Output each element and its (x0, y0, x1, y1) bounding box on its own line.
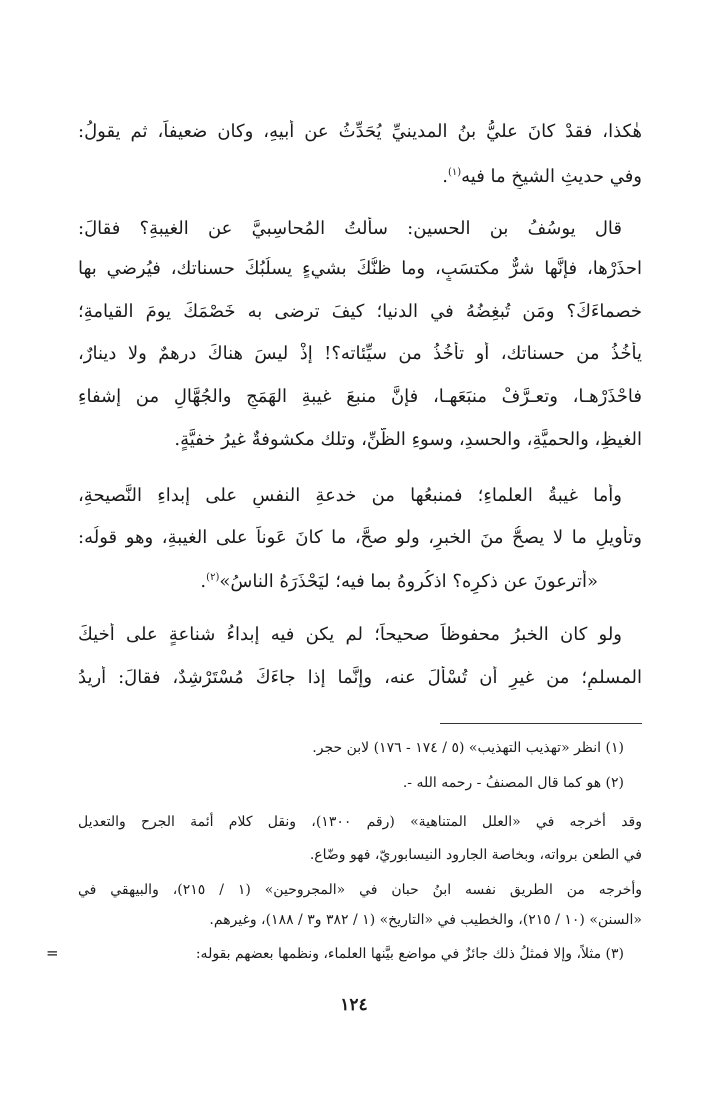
body-line-1: هٰكذا، فقدْ كانَ عليُّ بنُ المدينيِّ يُحَدِّثُ عن أبيهِ، وكان ضعيفاً، ثم يقولُ: (78, 121, 642, 142)
footnote-3: (٣) مثلاً، وإلا فمثلُ ذلك جائزٌ في مواضع بيَّنها العلماء، ونظمها بعضهم بقوله: (195, 946, 624, 962)
footnote-2-line-4: وأخرجه من الطريق نفسه ابنُ حبان في «المجروحين» (١ / ٢١٥)، والبيهقي في (78, 882, 642, 898)
footnote-2-line-5: «السنن» (١٠ / ٢١٥)، والخطيب في «التاريخ» (١ / ٣٨٢ و٣ / ١٨٨)، وغيرهم. (209, 912, 642, 928)
body-line-4: احذَرْها، فإنَّها شرٌّ مكتسَبٍ، وما ظنُّكَ بشيءٍ يسلُبُكَ حسناتك، فيُرضي بها (78, 258, 642, 279)
body-line-8: الغيظِ، والحميَّةِ، والحسدِ، وسوءِ الظَّنِّ، وتلك مكشوفةٌ غيرُ خفيَّةٍ. (174, 429, 642, 450)
footnote-ref-2: (٢) (206, 572, 220, 583)
footnote-ref-1: (١) (447, 167, 462, 178)
footnote-2-line-2: وقد أخرجه في «العلل المتناهية» (رقم ١٣٠٠)، ونقل كلام أئمة الجرح والتعديل (78, 814, 642, 830)
body-line-3: قال يوسُفُ بن الحسين: سألتُ المُحاسِبيَّ عن الغيبةِ؟ فقالَ: (78, 218, 622, 239)
footnote-2-line-3: في الطعن برواته، وبخاصة الجارود النيسابوريّ، فهو وضّاع. (309, 847, 642, 863)
body-line-11-quote: «أترعونَ عن ذكرِه؟ اذكُروهُ بما فيه؛ ليَحْذَرَهُ الناسُ»$^{(٢)}$. (200, 571, 598, 592)
body-line-7: فاحْذَرْهـا، وتعـرَّفْ منبَعَهـا، فإنَّ منبعَ غيبةِ الهَمَجِ والجُهَّالِ من إشفاءِ (78, 386, 642, 407)
body-line-5: خصماءَكَ؟ ومَن تُبغِضُهُ في الدنيا؛ كيفَ ترضى به خَصْمَكَ يومَ القيامةِ؛ (78, 301, 642, 322)
page-number: ١٢٤ (340, 995, 368, 1015)
body-line-10: وتأويلِ ما لا يصحُّ منَ الخبرِ، ولو صحَّ، ما كانَ عَوناً على الغيبةِ، وهو قولُه: (78, 527, 642, 548)
footnote-2: (٢) هو كما قال المصنفُ - رحمه الله -. (402, 775, 624, 791)
body-line-13: المسلمِ؛ من غيرِ أن تُسْأَلَ عنه، وإنَّما إذا جاءَكَ مُسْتَرْشِدٌ، فقالَ: أُريدُ (78, 667, 642, 688)
body-line-9: وأما غيبةُ العلماءِ؛ فمنبعُها من خدعةِ النفسِ على إبداءِ النَّصيحةِ، (78, 485, 622, 506)
body-line-6: يأخُذُ من حسناتك، أو تأخُذُ من سيِّئاته؟! إذْ ليسَ هناكَ درهمٌ ولا دينارٌ، (78, 343, 642, 364)
footnote-1: (١) انظر «تهذيب التهذيب» (٥ / ١٧٤ - ١٧٦) لابن حجر. (312, 740, 624, 756)
body-line-2-text: وفي حديثِ الشيخِ ما فيه (461, 166, 642, 187)
body-line-2: وفي حديثِ الشيخِ ما فيه$^{(١)}$. (442, 166, 642, 187)
body-line-12: ولو كان الخبرُ محفوظاً صحيحاً؛ لم يكن فيه إبداءُ شناعةٍ على أخيكَ (78, 624, 622, 645)
footnote-separator (440, 723, 642, 724)
continuation-mark: = (46, 944, 59, 962)
hadith-quote: «أترعونَ عن ذكرِه؟ اذكُروهُ بما فيه؛ ليَحْذَرَهُ الناسُ» (219, 571, 598, 592)
